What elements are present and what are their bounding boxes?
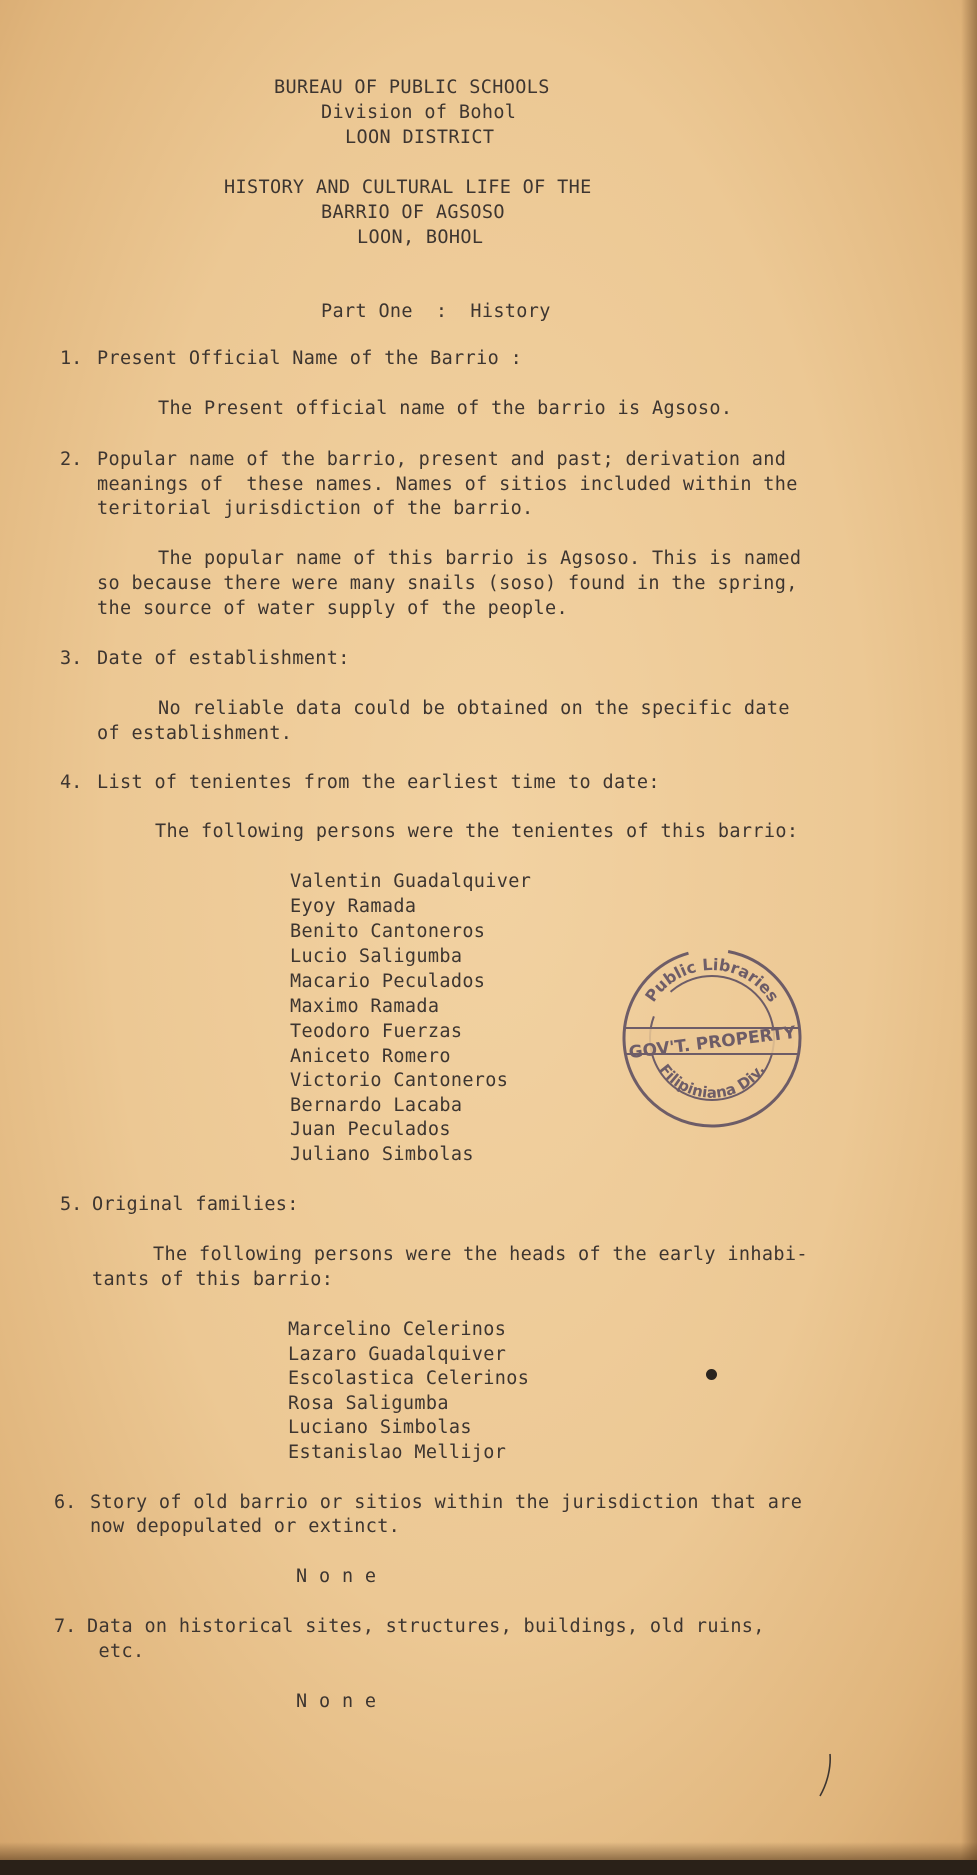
- item-question: Data on historical sites, structures, buildings, old ruins,: [87, 1616, 765, 1637]
- library-stamp: [612, 938, 812, 1138]
- teniente-name: Juan Peculados: [290, 1119, 451, 1140]
- teniente-name: Teodoro Fuerzas: [290, 1021, 463, 1042]
- item-number: 5.: [60, 1194, 83, 1215]
- header-bureau: BUREAU OF PUBLIC SCHOOLS: [274, 77, 550, 98]
- ink-dot: [706, 1369, 717, 1380]
- teniente-name: Victorio Cantoneros: [290, 1070, 509, 1091]
- item-answer: The popular name of this barrio is Agsoso. This is named: [158, 548, 802, 569]
- item-number: 2.: [60, 449, 83, 470]
- teniente-name: Valentin Guadalquiver: [290, 871, 532, 892]
- item-question: List of tenientes from the earliest time to date:: [97, 772, 660, 793]
- item-question: meanings of these names. Names of sitios included within the: [97, 474, 798, 495]
- part-heading: Part One : History: [321, 301, 551, 322]
- item-answer: The following persons were the heads of the early inhabi-: [153, 1244, 808, 1265]
- teniente-name: Maximo Ramada: [290, 996, 440, 1017]
- header-division: Division of Bohol: [321, 102, 517, 123]
- teniente-name: Benito Cantoneros: [290, 921, 486, 942]
- title-line-3: LOON, BOHOL: [357, 227, 484, 248]
- teniente-name: Bernardo Lacaba: [290, 1095, 463, 1116]
- teniente-name: Eyoy Ramada: [290, 896, 417, 917]
- stamp-middle-text: GOV'T. PROPERTY: [627, 1022, 797, 1064]
- item-question: now depopulated or extinct.: [90, 1516, 401, 1537]
- header-district: LOON DISTRICT: [345, 127, 495, 148]
- title-line-2: BARRIO OF AGSOSO: [321, 202, 505, 223]
- page-edge-shadow: [961, 0, 977, 1860]
- item-answer: N o n e: [296, 1691, 377, 1712]
- item-answer: so because there were many snails (soso) found in the spring,: [97, 573, 798, 594]
- teniente-name: Lucio Saligumba: [290, 946, 463, 967]
- teniente-name: Aniceto Romero: [290, 1046, 451, 1067]
- stamp-bottom-text: Filipiniana Div.: [655, 1060, 769, 1102]
- item-answer: tants of this barrio:: [92, 1269, 334, 1290]
- item-number: 6.: [54, 1492, 77, 1513]
- item-answer: of establishment.: [97, 723, 293, 744]
- teniente-name: Macario Peculados: [290, 971, 486, 992]
- teniente-name: Juliano Simbolas: [290, 1144, 474, 1165]
- item-answer: the source of water supply of the people.: [97, 598, 569, 619]
- title-line-1: HISTORY AND CULTURAL LIFE OF THE: [224, 177, 592, 198]
- item-question: teritorial jurisdiction of the barrio.: [97, 498, 534, 519]
- pencil-mark-icon: [816, 1752, 836, 1800]
- item-question: Story of old barrio or sitios within the jurisdiction that are: [90, 1492, 803, 1513]
- item-question: Date of establishment:: [97, 648, 350, 669]
- item-question: Original families:: [92, 1194, 299, 1215]
- item-question: Popular name of the barrio, present and past; derivation and: [97, 449, 787, 470]
- family-head-name: Rosa Saligumba: [288, 1393, 449, 1414]
- item-number: 1.: [60, 348, 83, 369]
- item-answer: The Present official name of the barrio is Agsoso.: [158, 398, 733, 419]
- item-answer: No reliable data could be obtained on the specific date: [158, 698, 790, 719]
- item-number: 4.: [60, 772, 83, 793]
- item-number: 3.: [60, 648, 83, 669]
- item-question: etc.: [87, 1641, 145, 1662]
- family-head-name: Escolastica Celerinos: [288, 1368, 530, 1389]
- family-head-name: Estanislao Mellijor: [288, 1442, 507, 1463]
- page-bottom-shadow: [0, 1842, 977, 1860]
- family-head-name: Luciano Simbolas: [288, 1417, 472, 1438]
- item-answer: The following persons were the tenientes of this barrio:: [155, 821, 799, 842]
- family-head-name: Marcelino Celerinos: [288, 1319, 507, 1340]
- family-head-name: Lazaro Guadalquiver: [288, 1344, 507, 1365]
- item-number: 7.: [54, 1616, 77, 1637]
- item-answer: N o n e: [296, 1566, 377, 1587]
- stamp-top-text: Public Libraries: [641, 954, 783, 1006]
- item-question: Present Official Name of the Barrio :: [97, 348, 523, 369]
